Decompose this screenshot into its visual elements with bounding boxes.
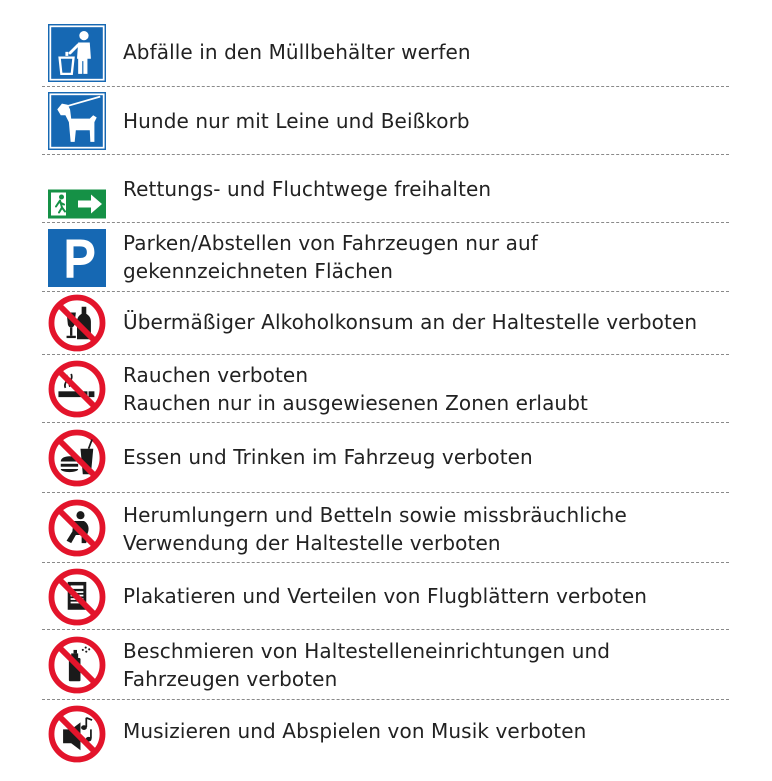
no-posters-sign-icon (48, 568, 106, 626)
rule-text (123, 443, 729, 471)
rule-row (42, 18, 729, 87)
rule-text (123, 637, 729, 693)
rule-text-line: Fahrzeugen verboten (123, 667, 338, 691)
rule-row (42, 155, 729, 223)
no-alcohol-sign-icon (48, 294, 106, 352)
rule-text-line: Verwendung der Haltestelle verboten (123, 531, 501, 555)
rule-text (123, 717, 729, 745)
rule-text (123, 38, 729, 66)
rule-row (42, 493, 729, 563)
rule-row (42, 700, 729, 766)
rule-text (123, 229, 729, 285)
no-graffiti-sign-icon (48, 636, 106, 694)
rule-row (42, 423, 729, 493)
rule-row (42, 563, 729, 630)
rules-list (42, 18, 729, 766)
rule-text-line: Übermäßiger Alkoholkonsum an der Haltestelle verboten (123, 310, 698, 334)
no-food-drink-sign-icon (48, 429, 106, 487)
rule-row (42, 630, 729, 700)
rule-text-line: Rauchen nur in ausgewiesenen Zonen erlaubt (123, 391, 588, 415)
emergency-exit-sign-icon (48, 175, 106, 204)
rule-text-line: Rettungs- und Fluchtwege freihalten (123, 177, 492, 201)
rule-row (42, 355, 729, 423)
rule-row (42, 292, 729, 355)
rule-row (42, 223, 729, 292)
rule-text (123, 308, 729, 336)
rule-text-line: Abfälle in den Müllbehälter werfen (123, 40, 471, 64)
rule-text-line: Beschmieren von Haltestelleneinrichtungen und (123, 639, 611, 663)
rule-text-line: gekennzeichneten Flächen (123, 259, 394, 283)
parking-sign-icon (48, 229, 104, 285)
rule-row (42, 87, 729, 155)
dog-on-leash-sign-icon (48, 92, 104, 148)
rule-text (123, 175, 729, 203)
rule-text (123, 501, 729, 557)
rule-text (123, 582, 729, 610)
rule-text-line: Herumlungern und Betteln sowie missbräuchliche (123, 503, 627, 527)
litter-bin-sign-icon (48, 24, 104, 80)
no-smoking-sign-icon (48, 360, 106, 418)
no-music-sign-icon (48, 705, 106, 763)
rule-text-line: Musizieren und Abspielen von Musik verboten (123, 719, 587, 743)
rule-text (123, 361, 729, 417)
no-loitering-sign-icon (48, 499, 106, 557)
rule-text-line: Hunde nur mit Leine und Beißkorb (123, 109, 470, 133)
rule-text (123, 107, 729, 135)
rule-text-line: Rauchen verboten (123, 363, 309, 387)
rule-text-line: Essen und Trinken im Fahrzeug verboten (123, 445, 533, 469)
rule-text-line: Parken/Abstellen von Fahrzeugen nur auf (123, 231, 538, 255)
rule-text-line: Plakatieren und Verteilen von Flugblättern verboten (123, 584, 647, 608)
